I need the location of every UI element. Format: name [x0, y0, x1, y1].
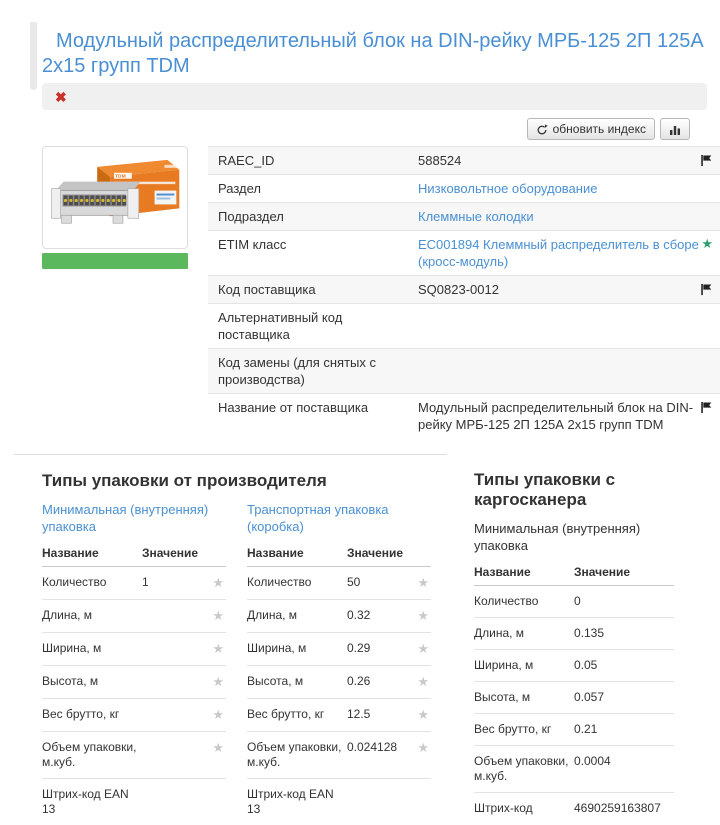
- star-icon[interactable]: ★: [417, 707, 429, 722]
- flag-icon[interactable]: [700, 152, 713, 167]
- row-value: [142, 699, 204, 732]
- row-name: Вес брутто, кг: [42, 699, 142, 732]
- row-value: 0: [574, 586, 674, 618]
- row-name: Штрих-код EAN 13: [247, 779, 347, 825]
- column-header-star: [409, 541, 431, 567]
- table-row: [42, 600, 226, 633]
- table-row: [247, 666, 431, 699]
- page-title: Модульный распределительный блок на DIN-рейку МРБ-125 2П 125А 2х15 групп TDM: [42, 29, 707, 79]
- field-icon-cell: [700, 152, 720, 169]
- table-row: [474, 793, 674, 825]
- row-value: 0.024128: [347, 732, 409, 779]
- column-header-name: Название: [42, 541, 142, 567]
- row-star-cell: [409, 699, 431, 732]
- field-value: [418, 309, 700, 343]
- table-row: [247, 600, 431, 633]
- field-label: Код замены (для снятых с производства): [218, 354, 418, 388]
- row-name: Объем упаковки, м.куб.: [42, 732, 142, 779]
- row-name: Штрих-код: [474, 793, 574, 825]
- star-icon[interactable]: ★: [417, 575, 429, 590]
- status-bar: [42, 83, 707, 110]
- product-illustration: [47, 151, 183, 244]
- row-name: Высота, м: [474, 682, 574, 714]
- product-row: [208, 174, 720, 202]
- values-table: [474, 560, 674, 824]
- field-icon-cell: [700, 399, 720, 433]
- row-star-cell: [204, 567, 226, 600]
- chart-button[interactable]: [660, 118, 690, 140]
- row-value: 0.0004: [574, 746, 674, 793]
- row-value: 0.057: [574, 682, 674, 714]
- product-image-card: [42, 146, 188, 269]
- row-name: Вес брутто, кг: [474, 714, 574, 746]
- product-row: [208, 202, 720, 230]
- left-scroll-strip: [30, 22, 37, 90]
- section-title-cargoscanner: Типы упаковки с каргосканера: [474, 470, 674, 510]
- field-label: Альтернативный код поставщика: [218, 309, 418, 343]
- row-name: Количество: [474, 586, 574, 618]
- packaging-type-heading: Минимальная (внутренняя) упаковка: [474, 520, 674, 554]
- table-row: [247, 779, 431, 825]
- product-row: [208, 393, 720, 438]
- field-label: Код поставщика: [218, 281, 418, 298]
- product-section: [42, 146, 707, 438]
- packaging-type-heading[interactable]: Минимальная (внутренняя) упаковка: [42, 501, 226, 535]
- row-name: Количество: [42, 567, 142, 600]
- row-star-cell: [204, 779, 226, 825]
- table-row: [474, 746, 674, 793]
- row-name: Ширина, м: [474, 650, 574, 682]
- row-value: 4690259163807: [574, 793, 674, 825]
- table-row: [42, 779, 226, 825]
- star-icon[interactable]: ★: [701, 236, 713, 251]
- row-value: 1: [142, 567, 204, 600]
- packaging-type-heading[interactable]: Транспортная упаковка (коробка): [247, 501, 431, 535]
- row-value: [142, 779, 204, 825]
- column-header-value: Значение: [574, 560, 674, 586]
- row-value: 0.26: [347, 666, 409, 699]
- completeness-progress-bar: [42, 253, 188, 269]
- row-value: [142, 732, 204, 779]
- row-value: 12.5: [347, 699, 409, 732]
- star-icon[interactable]: ★: [212, 575, 224, 590]
- flag-icon[interactable]: [700, 281, 713, 296]
- star-icon[interactable]: ★: [212, 740, 224, 755]
- row-name: Объем упаковки, м.куб.: [247, 732, 347, 779]
- row-name: Длина, м: [474, 618, 574, 650]
- row-name: Высота, м: [42, 666, 142, 699]
- table-row: [42, 699, 226, 732]
- packaging-manufacturer-panel: [14, 454, 447, 825]
- row-name: Длина, м: [42, 600, 142, 633]
- field-value: Модульный распределительный блок на DIN-рейку МРБ-125 2П 125А 2х15 групп TDM: [418, 399, 700, 433]
- star-icon[interactable]: ★: [212, 641, 224, 656]
- table-row: [247, 567, 431, 600]
- refresh-button-label: обновить индекс: [553, 122, 646, 136]
- field-icon-cell: [700, 309, 720, 343]
- row-value: 50: [347, 567, 409, 600]
- column-header-name: Название: [474, 560, 574, 586]
- packaging-section: [14, 454, 707, 825]
- field-value: SQ0823-0012: [418, 281, 700, 298]
- row-name: Штрих-код EAN 13: [42, 779, 142, 825]
- row-star-cell: [204, 699, 226, 732]
- row-star-cell: [409, 666, 431, 699]
- product-row: [208, 146, 720, 174]
- column-header-value: Значение: [142, 541, 204, 567]
- toolbar: [42, 118, 690, 140]
- row-name: Количество: [247, 567, 347, 600]
- field-label: Название от поставщика: [218, 399, 418, 433]
- row-star-cell: [409, 567, 431, 600]
- field-value: [418, 354, 700, 388]
- product-row: [208, 230, 720, 275]
- star-icon[interactable]: ★: [212, 707, 224, 722]
- row-star-cell: [409, 779, 431, 825]
- star-icon[interactable]: ★: [417, 674, 429, 689]
- values-table: [42, 541, 226, 825]
- row-star-cell: [409, 633, 431, 666]
- row-value: 0.32: [347, 600, 409, 633]
- packaging-cargoscanner-panel: [474, 454, 674, 825]
- product-row: [208, 275, 720, 303]
- row-value: [142, 633, 204, 666]
- bar-chart-icon: [669, 122, 681, 136]
- row-name: Высота, м: [247, 666, 347, 699]
- field-label: Раздел: [218, 180, 418, 197]
- values-table: [247, 541, 431, 825]
- refresh-icon: [536, 122, 548, 136]
- section-title-manufacturer: Типы упаковки от производителя: [42, 471, 447, 491]
- row-value: 0.21: [574, 714, 674, 746]
- table-row: [474, 586, 674, 618]
- field-value: [418, 208, 700, 225]
- field-icon-cell: [700, 281, 720, 298]
- table-row: [474, 714, 674, 746]
- field-icon-cell: [700, 236, 720, 270]
- field-value-link[interactable]: EC001894 Клеммный распределитель в сборе (кросс-модуль): [418, 237, 699, 269]
- svg-text:TDM: TDM: [115, 174, 126, 180]
- row-value: 0.135: [574, 618, 674, 650]
- table-row: [42, 567, 226, 600]
- product-properties-table: [208, 146, 720, 438]
- packaging-table: [474, 520, 674, 824]
- field-label: Подраздел: [218, 208, 418, 225]
- table-row: [474, 650, 674, 682]
- table-row: [247, 633, 431, 666]
- table-row: [474, 618, 674, 650]
- table-row: [247, 732, 431, 779]
- field-value: [418, 236, 700, 270]
- star-icon[interactable]: ★: [417, 641, 429, 656]
- refresh-index-button[interactable]: [527, 118, 655, 140]
- star-icon[interactable]: ★: [417, 608, 429, 623]
- star-icon[interactable]: ★: [417, 740, 429, 755]
- table-row: [42, 732, 226, 779]
- row-name: Ширина, м: [247, 633, 347, 666]
- field-value-link[interactable]: Клеммные колодки: [418, 209, 534, 224]
- table-row: [42, 633, 226, 666]
- close-icon[interactable]: ✖: [55, 90, 67, 104]
- field-label: RAEC_ID: [218, 152, 418, 169]
- field-icon-cell: [700, 354, 720, 388]
- column-header-value: Значение: [347, 541, 409, 567]
- row-value: 0.29: [347, 633, 409, 666]
- field-value-link[interactable]: Низковольтное оборудование: [418, 181, 597, 196]
- packaging-table: [42, 501, 226, 825]
- row-star-cell: [204, 633, 226, 666]
- row-star-cell: [204, 666, 226, 699]
- row-star-cell: [409, 600, 431, 633]
- row-value: [347, 779, 409, 825]
- row-value: 0.05: [574, 650, 674, 682]
- field-icon-cell: [700, 180, 720, 197]
- star-icon[interactable]: ★: [212, 608, 224, 623]
- field-value: [418, 180, 700, 197]
- field-icon-cell: [700, 208, 720, 225]
- row-name: Объем упаковки, м.куб.: [474, 746, 574, 793]
- product-row: [208, 348, 720, 393]
- column-header-name: Название: [247, 541, 347, 567]
- row-value: [142, 666, 204, 699]
- table-row: [42, 666, 226, 699]
- row-value: [142, 600, 204, 633]
- field-label: ETIM класс: [218, 236, 418, 270]
- product-image[interactable]: [42, 146, 188, 249]
- product-row: [208, 303, 720, 348]
- row-star-cell: [204, 600, 226, 633]
- row-star-cell: [204, 732, 226, 779]
- star-icon[interactable]: ★: [212, 674, 224, 689]
- row-name: Ширина, м: [42, 633, 142, 666]
- flag-icon[interactable]: [700, 399, 713, 414]
- row-name: Вес брутто, кг: [247, 699, 347, 732]
- table-row: [247, 699, 431, 732]
- packaging-table: [247, 501, 431, 825]
- row-name: Длина, м: [247, 600, 347, 633]
- column-header-star: [204, 541, 226, 567]
- row-star-cell: [409, 732, 431, 779]
- field-value: 588524: [418, 152, 700, 169]
